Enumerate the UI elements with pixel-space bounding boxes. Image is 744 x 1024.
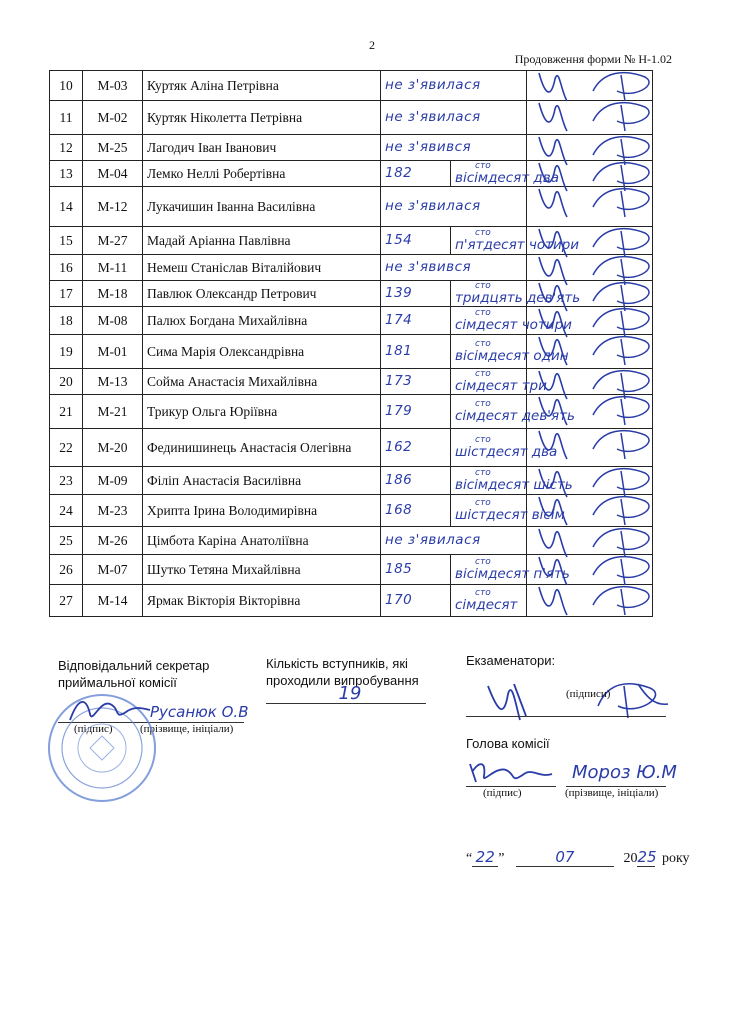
score-words-rest: шістдесят вісім	[455, 506, 565, 523]
score-words	[451, 585, 527, 617]
secretary-signature-caption: (підпис)	[74, 723, 113, 735]
score-words-hundreds: сто	[475, 467, 491, 478]
score-words	[451, 280, 581, 307]
score-digits: 179	[381, 395, 451, 429]
applicant-code: М-23	[83, 495, 143, 527]
date-day: 22	[472, 848, 498, 867]
score-words	[451, 467, 573, 495]
applicant-name: Філіп Анастасія Василівна	[143, 467, 381, 495]
chair-label: Голова комісії	[466, 736, 550, 751]
score-words-rest: п'ятдесят чотири	[455, 236, 580, 253]
date-suffix: року	[661, 851, 690, 866]
secretary-label: Відповідальний секретар приймальної комісії	[58, 658, 210, 690]
score-words-rest: вісімдесят два	[455, 169, 559, 186]
applicant-name: Шутко Тетяна Михайлівна	[143, 555, 381, 585]
examiners-label: Екзаменатори:	[466, 653, 556, 668]
applicant-code: М-18	[83, 281, 143, 307]
score-words-rest: сімдесят чотири	[455, 316, 572, 333]
applicant-code: М-04	[83, 161, 143, 187]
row-number: 12	[50, 135, 83, 161]
score-digits: 185	[381, 555, 451, 585]
score-words	[451, 429, 558, 467]
secretary-signature	[64, 690, 154, 730]
signature-mark	[533, 579, 663, 619]
applicant-name: Хрипта Ірина Володимирівна	[143, 495, 381, 527]
score-digits: не з'явилася	[381, 187, 527, 227]
score-words-hundreds: сто	[475, 497, 491, 508]
form-continuation-note: Продовження форми № Н-1.02	[514, 52, 672, 66]
applicants-count-value: 19	[338, 683, 362, 704]
date-month: 07	[516, 848, 614, 867]
row-number: 24	[50, 495, 83, 527]
applicant-name: Палюх Богдана Михайлівна	[143, 307, 381, 335]
score-digits: 173	[381, 369, 451, 395]
applicant-code: М-14	[83, 585, 143, 617]
score-digits: не з'явився	[381, 135, 527, 161]
score-words-hundreds: сто	[475, 434, 491, 445]
row-number: 15	[50, 227, 83, 255]
row-number: 18	[50, 307, 83, 335]
examiner-signatures	[527, 585, 653, 617]
date-year-suffix: 25	[637, 848, 657, 866]
row-number: 17	[50, 281, 83, 307]
score-words	[451, 160, 559, 187]
applicant-name: Лемко Неллі Робертівна	[143, 161, 381, 187]
chair-signature-caption: (підпис)	[483, 787, 522, 799]
applicant-code: М-20	[83, 429, 143, 467]
examiners-caption: (підписи)	[566, 688, 611, 700]
applicant-code: М-08	[83, 307, 143, 335]
score-words	[451, 495, 565, 527]
row-number: 26	[50, 555, 83, 585]
score-words-rest: сімдесят	[455, 596, 518, 613]
score-words-hundreds: сто	[475, 338, 491, 349]
score-words	[451, 227, 580, 255]
applicant-code: М-11	[83, 255, 143, 281]
score-words-hundreds: сто	[475, 227, 491, 238]
chair-name: Мороз Ю.М	[572, 762, 677, 783]
score-words-rest: вісімдесят п'ять	[455, 565, 570, 582]
applicant-name: Цімбота Каріна Анатоліївна	[143, 527, 381, 555]
score-words-hundreds: сто	[475, 368, 491, 379]
score-words-rest: сімдесят дев'ять	[455, 407, 575, 424]
score-digits: не з'явилася	[381, 101, 527, 135]
applicants-count-label: Кількість вступників, які проходили випробування	[266, 656, 419, 688]
secretary-name: Русанюк О.В	[150, 703, 249, 721]
applicant-code: М-21	[83, 395, 143, 429]
applicant-name: Фединишинець Анастасія Олегівна	[143, 429, 381, 467]
score-words-hundreds: сто	[475, 307, 491, 318]
applicant-name: Трикур Ольга Юріївна	[143, 395, 381, 429]
applicant-name: Мадай Аріанна Павлівна	[143, 227, 381, 255]
row-number: 16	[50, 255, 83, 281]
examiners-signatures	[478, 676, 678, 726]
applicants-count-line	[266, 703, 426, 704]
applicant-code: М-12	[83, 187, 143, 227]
table-row	[50, 585, 653, 617]
row-number: 22	[50, 429, 83, 467]
score-digits: 181	[381, 335, 451, 369]
score-words	[451, 368, 547, 395]
row-number: 14	[50, 187, 83, 227]
date-line: “ 22 ” 07 2025 року	[466, 848, 690, 866]
applicant-code: М-13	[83, 369, 143, 395]
score-digits: 139	[381, 281, 451, 307]
score-words-hundreds: сто	[475, 587, 491, 598]
score-words	[451, 307, 572, 335]
row-number: 23	[50, 467, 83, 495]
score-digits: 162	[381, 429, 451, 467]
row-number: 13	[50, 161, 83, 187]
applicant-name: Сойма Анастасія Михайлівна	[143, 369, 381, 395]
score-words-hundreds: сто	[475, 398, 491, 409]
score-words-rest: вісімдесят один	[455, 347, 569, 364]
score-digits: 154	[381, 227, 451, 255]
examiners-signature-line	[466, 716, 666, 717]
applicant-name: Немеш Станіслав Віталійович	[143, 255, 381, 281]
applicant-code: М-03	[83, 71, 143, 101]
chair-name-caption: (прізвище, ініціали)	[565, 787, 659, 799]
row-number: 20	[50, 369, 83, 395]
signature-mark	[533, 181, 663, 221]
score-digits: не з'явилася	[381, 527, 527, 555]
date-year-prefix: 20	[623, 851, 638, 866]
applicant-name: Павлюк Олександр Петрович	[143, 281, 381, 307]
score-digits: 170	[381, 585, 451, 617]
applicant-name: Сима Марія Олександрівна	[143, 335, 381, 369]
applicant-name: Ярмак Вікторія Вікторівна	[143, 585, 381, 617]
applicant-name: Лукачишин Іванна Василівна	[143, 187, 381, 227]
applicant-code: М-01	[83, 335, 143, 369]
score-digits: не з'явилася	[381, 71, 527, 101]
score-words-rest: сімдесят три	[455, 377, 547, 394]
score-digits: 186	[381, 467, 451, 495]
score-digits: 168	[381, 495, 451, 527]
score-words-rest: вісімдесят шість	[455, 476, 573, 493]
score-digits: не з'явився	[381, 255, 527, 281]
results-table	[49, 70, 653, 617]
score-digits: 174	[381, 307, 451, 335]
row-number: 11	[50, 101, 83, 135]
applicant-code: М-02	[83, 101, 143, 135]
score-words-hundreds: сто	[475, 160, 491, 171]
secretary-name-caption: (прізвище, ініціали)	[140, 723, 234, 735]
score-words-hundreds: сто	[475, 556, 491, 567]
score-words-rest: тридцять дев'ять	[455, 289, 581, 306]
chair-signature	[466, 756, 556, 788]
score-words	[451, 335, 569, 369]
row-number: 25	[50, 527, 83, 555]
row-number: 10	[50, 71, 83, 101]
applicant-code: М-27	[83, 227, 143, 255]
score-digits: 182	[381, 161, 451, 187]
score-words-rest: шістдесят два	[455, 443, 558, 460]
applicant-code: М-25	[83, 135, 143, 161]
row-number: 27	[50, 585, 83, 617]
applicant-name: Куртяк Аліна Петрівна	[143, 71, 381, 101]
signature-mark	[533, 423, 663, 463]
score-words	[451, 395, 575, 429]
score-words-hundreds: сто	[475, 280, 491, 291]
applicant-code: М-26	[83, 527, 143, 555]
applicant-name: Куртяк Ніколетта Петрівна	[143, 101, 381, 135]
applicant-name: Лагодич Іван Іванович	[143, 135, 381, 161]
applicant-code: М-09	[83, 467, 143, 495]
applicant-code: М-07	[83, 555, 143, 585]
score-words	[451, 555, 570, 585]
page-number: 2	[369, 38, 375, 52]
row-number: 21	[50, 395, 83, 429]
row-number: 19	[50, 335, 83, 369]
